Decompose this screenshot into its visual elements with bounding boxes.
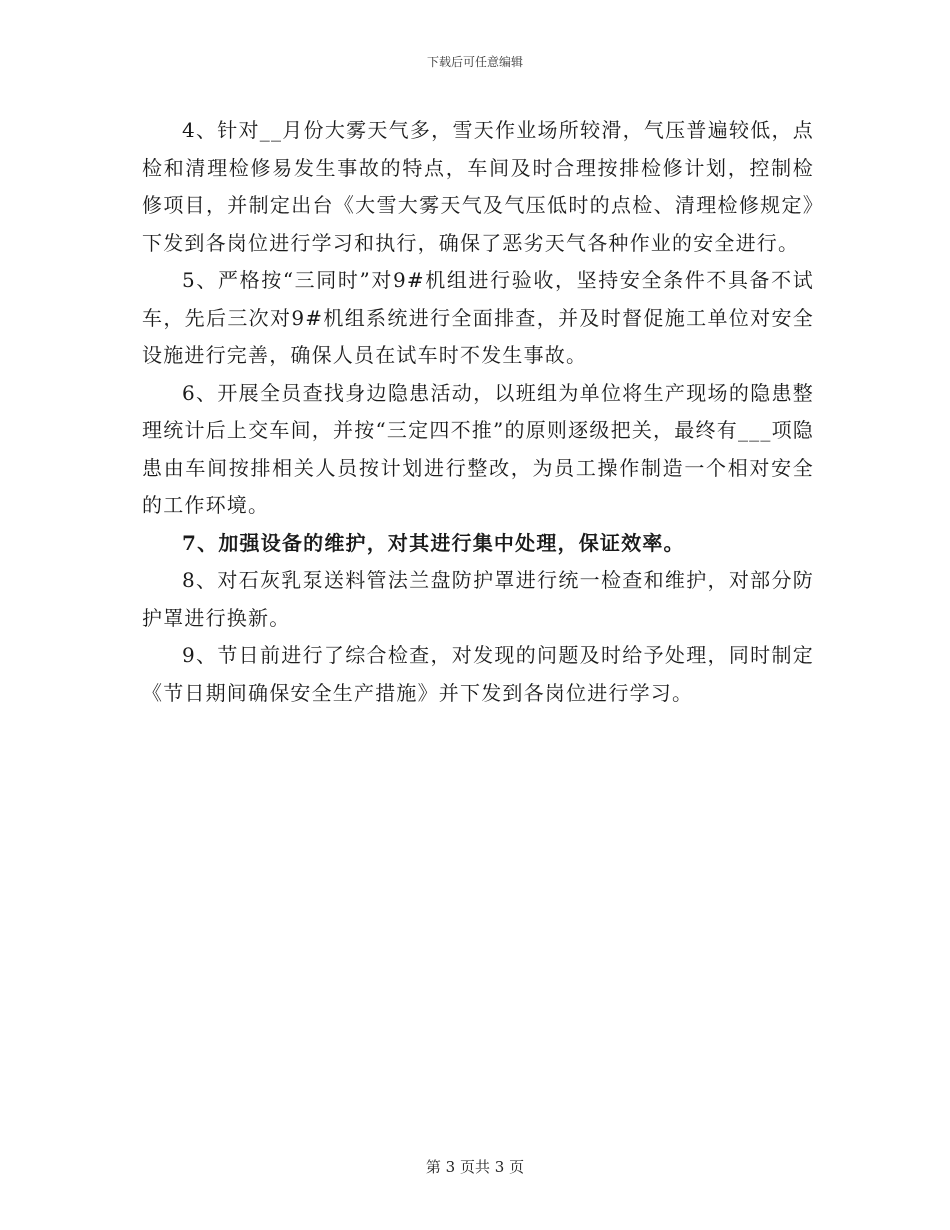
page-number-footer: 第 3 页共 3 页 xyxy=(425,1158,525,1176)
paragraph-item-5: 5、严格按“三同时”对9#机组进行验收，坚持安全条件不具备不试车，先后三次对9#机组系统进行全面排查，并及时督促施工单位对安全设施进行完善，确保人员在试车时不发生事故。 xyxy=(142,268,814,367)
paragraph-item-8: 8、对石灰乳泵送料管法兰盘防护罩进行统一检查和维护，对部分防护罩进行换新。 xyxy=(142,568,814,630)
paragraph-item-7-heading: 7、加强设备的维护，对其进行集中处理，保证效率。 xyxy=(182,530,685,555)
page-header: 下载后可任意编辑 xyxy=(426,55,523,69)
paragraph-item-9: 9、节日前进行了综合检查，对发现的问题及时给予处理，同时制定《节日期间确保安全生产措施》并下发到各岗位进行学习。 xyxy=(142,643,814,705)
paragraph-item-4: 4、针对__月份大雾天气多，雪天作业场所较滑，气压普遍较低，点检和清理检修易发生事故的特点，车间及时合理按排检修计划，控制检修项目，并制定出台《大雪大雾天气及气压低时的点检、清理检修规定》下发到各岗位进行学习和执行，确保了恶劣天气各种作业的安全进行。 xyxy=(142,118,814,255)
paragraph-item-6: 6、开展全员查找身边隐患活动，以班组为单位将生产现场的隐患整理统计后上交车间，并按“三定四不推”的原则逐级把关，最终有___项隐患由车间按排相关人员按计划进行整改，为员工操作制造一个相对安全的工作环境。 xyxy=(142,380,814,517)
document-body xyxy=(142,112,814,712)
